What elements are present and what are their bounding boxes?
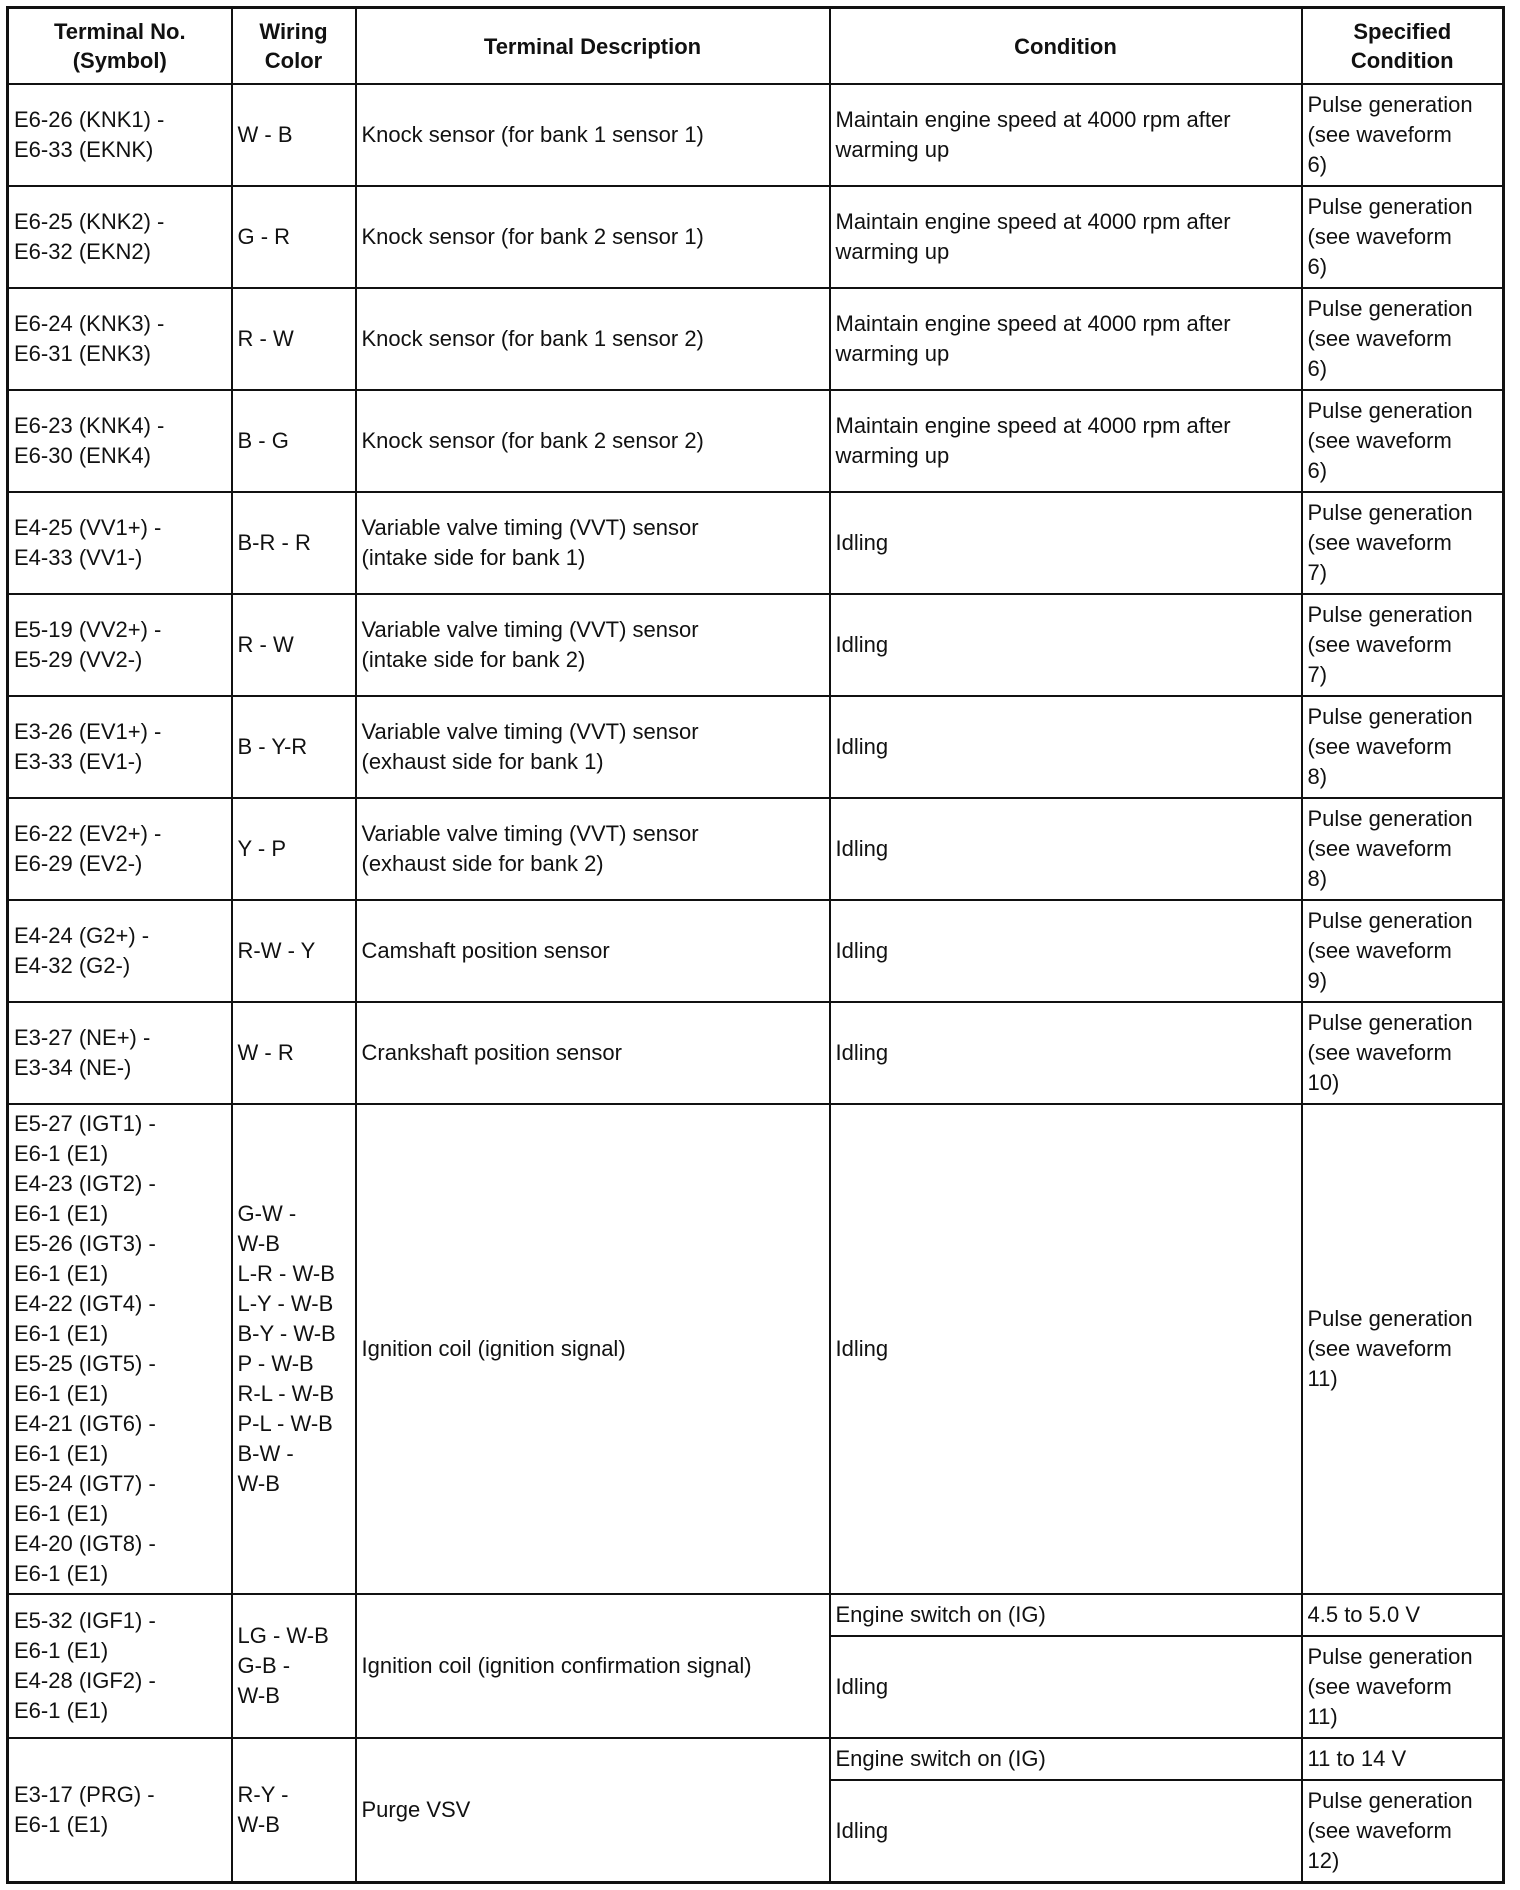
specified-cell: Pulse generation (see waveform 12) — [1302, 1780, 1504, 1883]
table-row — [8, 798, 1504, 900]
specified-cell: Pulse generation (see waveform 6) — [1302, 288, 1504, 390]
description-cell: Variable valve timing (VVT) sensor (intake side for bank 1) — [356, 492, 830, 594]
header-row — [8, 8, 1504, 85]
terminal-cell: E3-17 (PRG) - E6-1 (E1) — [8, 1738, 232, 1883]
wiring-cell: G - R — [232, 186, 356, 288]
header-wiring: Wiring Color — [232, 8, 356, 85]
specified-cell: Pulse generation (see waveform 7) — [1302, 492, 1504, 594]
specified-cell: Pulse generation (see waveform 10) — [1302, 1002, 1504, 1104]
condition-cell: Maintain engine speed at 4000 rpm after warming up — [830, 186, 1302, 288]
terminal-cell: E4-24 (G2+) - E4-32 (G2-) — [8, 900, 232, 1002]
description-cell: Variable valve timing (VVT) sensor (intake side for bank 2) — [356, 594, 830, 696]
condition-cell: Idling — [830, 594, 1302, 696]
terminal-spec-table — [6, 6, 1505, 1884]
description-cell: Variable valve timing (VVT) sensor (exhaust side for bank 2) — [356, 798, 830, 900]
condition-cell: Idling — [830, 1002, 1302, 1104]
wiring-cell: LG - W-B G-B - W-B — [232, 1594, 356, 1738]
wiring-cell: B-R - R — [232, 492, 356, 594]
condition-cell: Idling — [830, 696, 1302, 798]
terminal-cell: E6-22 (EV2+) - E6-29 (EV2-) — [8, 798, 232, 900]
table-row — [8, 186, 1504, 288]
specified-cell: Pulse generation (see waveform 8) — [1302, 696, 1504, 798]
specified-cell: Pulse generation (see waveform 11) — [1302, 1104, 1504, 1594]
header-description: Terminal Description — [356, 8, 830, 85]
terminal-cell: E3-26 (EV1+) - E3-33 (EV1-) — [8, 696, 232, 798]
terminal-cell: E6-23 (KNK4) - E6-30 (ENK4) — [8, 390, 232, 492]
wiring-cell: R-W - Y — [232, 900, 356, 1002]
terminal-cell: E4-25 (VV1+) - E4-33 (VV1-) — [8, 492, 232, 594]
specified-cell: 11 to 14 V — [1302, 1738, 1504, 1780]
ignition-signal-row — [8, 1104, 1504, 1594]
terminal-cell: E6-24 (KNK3) - E6-31 (ENK3) — [8, 288, 232, 390]
description-cell: Ignition coil (ignition confirmation signal) — [356, 1594, 830, 1738]
specified-cell: Pulse generation (see waveform 9) — [1302, 900, 1504, 1002]
wiring-cell: R - W — [232, 288, 356, 390]
specified-cell: Pulse generation (see waveform 8) — [1302, 798, 1504, 900]
description-cell: Knock sensor (for bank 2 sensor 1) — [356, 186, 830, 288]
description-cell: Knock sensor (for bank 1 sensor 2) — [356, 288, 830, 390]
table-row — [8, 390, 1504, 492]
wiring-cell: R - W — [232, 594, 356, 696]
condition-cell: Maintain engine speed at 4000 rpm after warming up — [830, 390, 1302, 492]
terminal-cell: E6-25 (KNK2) - E6-32 (EKN2) — [8, 186, 232, 288]
description-cell: Ignition coil (ignition signal) — [356, 1104, 830, 1594]
condition-cell: Engine switch on (IG) — [830, 1738, 1302, 1780]
wiring-cell: W - B — [232, 84, 356, 186]
header-terminal: Terminal No. (Symbol) — [8, 8, 232, 85]
table-row — [8, 594, 1504, 696]
table-row — [8, 1002, 1504, 1104]
wiring-cell: R-Y - W-B — [232, 1738, 356, 1883]
terminal-cell: E5-27 (IGT1) - E6-1 (E1) E4-23 (IGT2) - E6-1 (E1) E5-26 (IGT3) - E6-1 (E1) E4-22 (IGT4) - E6-1 (E1) E5-25 (IGT5) - E6-1 (E1) E4-21 (IGT6) - E6-1 (E1) E5-24 (IGT7) - E6-1 (E1) E4-20 (IGT8) - E6-1 (E1) — [8, 1104, 232, 1594]
specified-cell: 4.5 to 5.0 V — [1302, 1594, 1504, 1636]
table-row — [8, 696, 1504, 798]
specified-cell: Pulse generation (see waveform 7) — [1302, 594, 1504, 696]
condition-cell: Idling — [830, 900, 1302, 1002]
specified-cell: Pulse generation (see waveform 6) — [1302, 390, 1504, 492]
condition-cell: Maintain engine speed at 4000 rpm after warming up — [830, 84, 1302, 186]
table-row — [8, 492, 1504, 594]
terminal-cell: E5-32 (IGF1) - E6-1 (E1) E4-28 (IGF2) - E6-1 (E1) — [8, 1594, 232, 1738]
ignition-confirm-row-ig — [8, 1594, 1504, 1636]
condition-cell: Idling — [830, 492, 1302, 594]
condition-cell: Idling — [830, 1104, 1302, 1594]
description-cell: Crankshaft position sensor — [356, 1002, 830, 1104]
description-cell: Variable valve timing (VVT) sensor (exhaust side for bank 1) — [356, 696, 830, 798]
terminal-cell: E5-19 (VV2+) - E5-29 (VV2-) — [8, 594, 232, 696]
table-row — [8, 288, 1504, 390]
description-cell: Knock sensor (for bank 1 sensor 1) — [356, 84, 830, 186]
specified-cell: Pulse generation (see waveform 6) — [1302, 84, 1504, 186]
wiring-cell: G-W - W-B L-R - W-B L-Y - W-B B-Y - W-B P - W-B R-L - W-B P-L - W-B B-W - W-B — [232, 1104, 356, 1594]
terminal-cell: E6-26 (KNK1) - E6-33 (EKNK) — [8, 84, 232, 186]
header-condition: Condition — [830, 8, 1302, 85]
condition-cell: Maintain engine speed at 4000 rpm after warming up — [830, 288, 1302, 390]
condition-cell: Idling — [830, 1636, 1302, 1738]
wiring-cell: W - R — [232, 1002, 356, 1104]
condition-cell: Idling — [830, 798, 1302, 900]
description-cell: Knock sensor (for bank 2 sensor 2) — [356, 390, 830, 492]
table-row — [8, 84, 1504, 186]
specified-cell: Pulse generation (see waveform 6) — [1302, 186, 1504, 288]
terminal-cell: E3-27 (NE+) - E3-34 (NE-) — [8, 1002, 232, 1104]
table-row — [8, 900, 1504, 1002]
purge-row-ig — [8, 1738, 1504, 1780]
description-cell: Purge VSV — [356, 1738, 830, 1883]
condition-cell: Engine switch on (IG) — [830, 1594, 1302, 1636]
specified-cell: Pulse generation (see waveform 11) — [1302, 1636, 1504, 1738]
description-cell: Camshaft position sensor — [356, 900, 830, 1002]
condition-cell: Idling — [830, 1780, 1302, 1883]
wiring-cell: Y - P — [232, 798, 356, 900]
header-specified: Specified Condition — [1302, 8, 1504, 85]
wiring-cell: B - Y-R — [232, 696, 356, 798]
wiring-cell: B - G — [232, 390, 356, 492]
